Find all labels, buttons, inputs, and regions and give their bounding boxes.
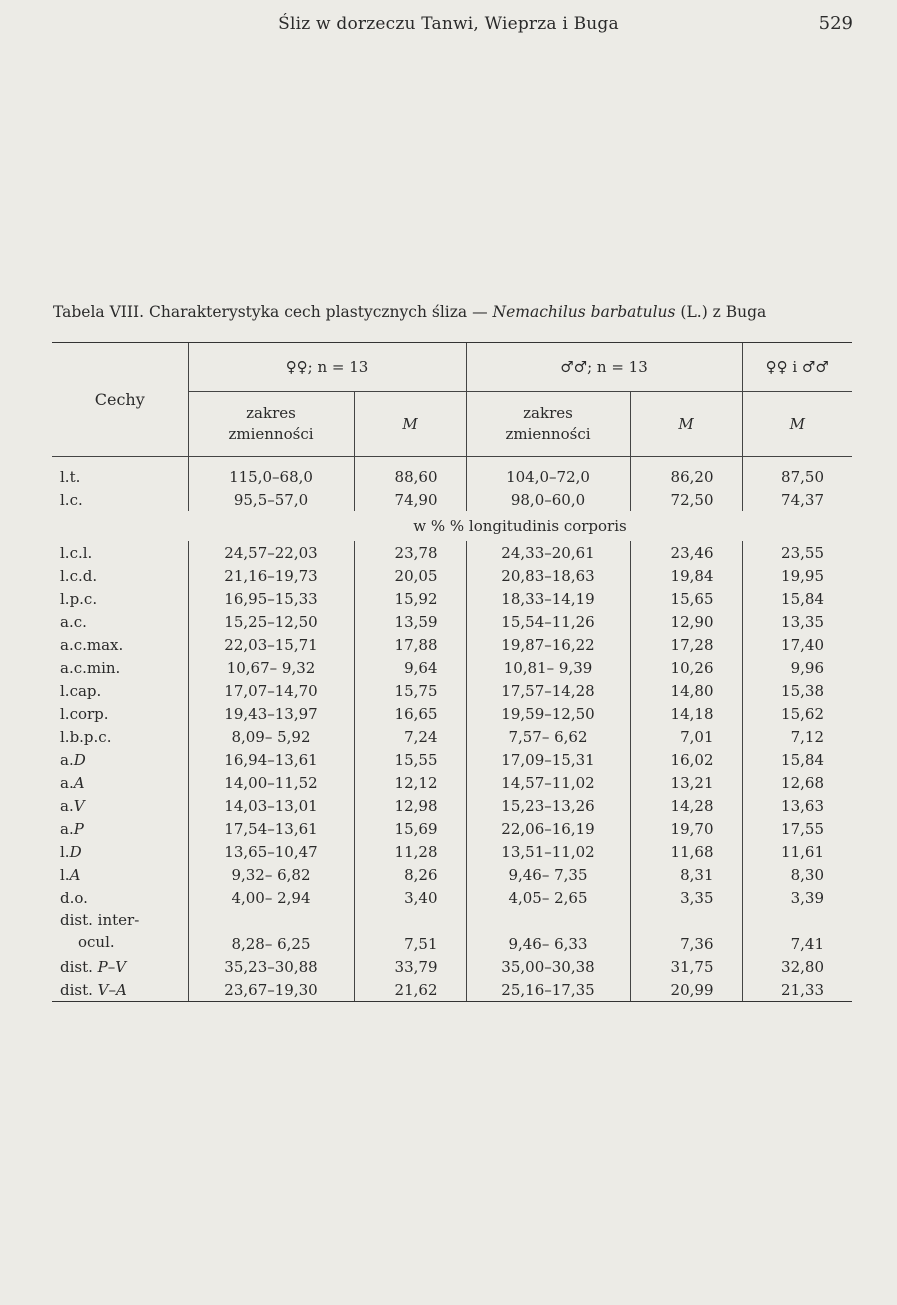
feature-label: l.c.l. (60, 543, 93, 562)
feature-cell (52, 886, 188, 909)
female-mean-cell: 20,05 (354, 564, 466, 587)
feature-cell (52, 702, 188, 725)
female-mean-cell: 9,64 (354, 656, 466, 679)
all-mean-cell: 74,37 (742, 488, 852, 511)
header-females-group: ♀♀; n = 13 (188, 343, 466, 392)
all-mean-cell: 12,68 (742, 771, 852, 794)
all-mean-cell: 19,95 (742, 564, 852, 587)
all-mean-cell: 15,84 (742, 587, 852, 610)
all-mean-cell: 87,50 (742, 457, 852, 489)
header-female-mean: M (354, 392, 466, 457)
male-mean-cell: 16,02 (630, 748, 742, 771)
caption-prefix: Tabela VIII. Charakterystyka cech plastycznych śliza — (53, 303, 493, 321)
male-range-cell: 18,33–14,19 (466, 587, 630, 610)
table-row (52, 771, 852, 794)
all-mean-cell: 17,55 (742, 817, 852, 840)
male-range-cell: 19,87–16,22 (466, 633, 630, 656)
all-mean-cell: 13,35 (742, 610, 852, 633)
female-range-cell: 21,16–19,73 (188, 564, 354, 587)
male-mean-cell: 31,75 (630, 955, 742, 978)
feature-cell (52, 725, 188, 748)
header-males-group: ♂♂; n = 13 (466, 343, 742, 392)
male-mean-cell: 19,70 (630, 817, 742, 840)
range-label-line2: zmienności (228, 425, 314, 443)
male-range-cell: 15,23–13,26 (466, 794, 630, 817)
feature-label: l.t. (60, 467, 81, 486)
female-mean-cell: 88,60 (354, 457, 466, 489)
table-row (52, 656, 852, 679)
table-row (52, 978, 852, 1002)
male-range-cell: 17,57–14,28 (466, 679, 630, 702)
male-mean-cell: 17,28 (630, 633, 742, 656)
feature-cell (52, 564, 188, 587)
data-table-container (52, 342, 852, 1002)
feature-label: l.c.d. (60, 566, 98, 585)
feature-cell (52, 488, 188, 511)
female-range-cell: 9,32– 6,82 (188, 863, 354, 886)
male-range-cell: 9,46– 6,33 (466, 909, 630, 955)
feature-label: a.V (60, 796, 85, 815)
female-range-cell: 19,43–13,97 (188, 702, 354, 725)
male-mean-cell: 19,84 (630, 564, 742, 587)
female-mean-cell: 7,51 (354, 909, 466, 955)
female-mean-cell: 21,62 (354, 978, 466, 1002)
male-range-cell: 25,16–17,35 (466, 978, 630, 1002)
absolute-rows (52, 457, 852, 512)
male-mean-cell: 15,65 (630, 587, 742, 610)
table-row (52, 909, 852, 955)
feature-label: d.o. (60, 888, 88, 907)
female-mean-cell: 23,78 (354, 541, 466, 564)
female-range-cell: 115,0–68,0 (188, 457, 354, 489)
female-mean-cell: 12,12 (354, 771, 466, 794)
female-mean-cell: 11,28 (354, 840, 466, 863)
female-range-cell: 17,54–13,61 (188, 817, 354, 840)
table-row (52, 488, 852, 511)
male-mean-cell: 13,21 (630, 771, 742, 794)
header-features: Cechy (52, 343, 188, 457)
feature-cell (52, 633, 188, 656)
range-label-line1: zakres (523, 404, 573, 422)
feature-cell (52, 978, 188, 1002)
all-mean-cell: 7,12 (742, 725, 852, 748)
male-mean-cell: 3,35 (630, 886, 742, 909)
feature-cell (52, 817, 188, 840)
feature-cell (52, 610, 188, 633)
male-range-cell: 17,09–15,31 (466, 748, 630, 771)
female-mean-cell: 3,40 (354, 886, 466, 909)
table-row (52, 725, 852, 748)
feature-cell (52, 656, 188, 679)
feature-label: a.c. (60, 612, 87, 631)
table-row (52, 886, 852, 909)
feature-cell (52, 955, 188, 978)
all-mean-cell: 11,61 (742, 840, 852, 863)
female-mean-cell: 12,98 (354, 794, 466, 817)
male-mean-cell: 7,01 (630, 725, 742, 748)
feature-label-line2: ocul. (78, 933, 115, 951)
all-mean-cell: 17,40 (742, 633, 852, 656)
all-mean-cell: 9,96 (742, 656, 852, 679)
feature-cell (52, 587, 188, 610)
all-mean-cell: 13,63 (742, 794, 852, 817)
feature-label: a.D (60, 750, 86, 769)
table-row (52, 564, 852, 587)
all-mean-cell: 15,84 (742, 748, 852, 771)
range-label-line2: zmienności (505, 425, 591, 443)
table-row (52, 610, 852, 633)
female-mean-cell: 15,92 (354, 587, 466, 610)
plastic-features-table (52, 342, 852, 1002)
male-range-cell: 15,54–11,26 (466, 610, 630, 633)
feature-cell (52, 771, 188, 794)
female-range-cell: 16,95–15,33 (188, 587, 354, 610)
female-mean-cell: 33,79 (354, 955, 466, 978)
male-mean-cell: 8,31 (630, 863, 742, 886)
feature-cell (52, 863, 188, 886)
all-mean-cell: 3,39 (742, 886, 852, 909)
female-range-cell: 10,67– 9,32 (188, 656, 354, 679)
male-mean-cell: 12,90 (630, 610, 742, 633)
female-mean-cell: 15,75 (354, 679, 466, 702)
female-range-cell: 23,67–19,30 (188, 978, 354, 1002)
feature-label: dist. V–A (60, 980, 127, 999)
male-mean-cell: 23,46 (630, 541, 742, 564)
male-mean-cell: 14,18 (630, 702, 742, 725)
table-row (52, 587, 852, 610)
header-male-range (466, 392, 630, 457)
female-range-cell: 13,65–10,47 (188, 840, 354, 863)
feature-label: a.P (60, 819, 84, 838)
female-mean-cell: 13,59 (354, 610, 466, 633)
male-mean-cell: 72,50 (630, 488, 742, 511)
male-range-cell: 9,46– 7,35 (466, 863, 630, 886)
male-range-cell: 24,33–20,61 (466, 541, 630, 564)
male-range-cell: 14,57–11,02 (466, 771, 630, 794)
feature-cell (52, 457, 188, 489)
feature-label: dist. P–V (60, 957, 127, 976)
male-range-cell: 20,83–18,63 (466, 564, 630, 587)
male-range-cell: 35,00–30,38 (466, 955, 630, 978)
all-mean-cell: 32,80 (742, 955, 852, 978)
feature-cell (52, 748, 188, 771)
male-range-cell: 7,57– 6,62 (466, 725, 630, 748)
range-label-line1: zakres (246, 404, 296, 422)
table-row (52, 863, 852, 886)
feature-cell (52, 541, 188, 564)
table-row (52, 679, 852, 702)
feature-label: a.c.max. (60, 635, 124, 654)
table-row (52, 840, 852, 863)
female-mean-cell: 15,69 (354, 817, 466, 840)
all-mean-cell: 7,41 (742, 909, 852, 955)
male-mean-cell: 14,80 (630, 679, 742, 702)
female-mean-cell: 17,88 (354, 633, 466, 656)
table-row (52, 457, 852, 489)
all-mean-cell: 23,55 (742, 541, 852, 564)
page-number: 529 (818, 13, 853, 34)
feature-label: l.b.p.c. (60, 727, 112, 746)
male-mean-cell: 20,99 (630, 978, 742, 1002)
male-mean-cell: 7,36 (630, 909, 742, 955)
table-row (52, 702, 852, 725)
male-range-cell: 10,81– 9,39 (466, 656, 630, 679)
table-row (52, 748, 852, 771)
all-mean-cell: 15,38 (742, 679, 852, 702)
feature-cell (52, 679, 188, 702)
feature-label: l.D (60, 842, 82, 861)
female-range-cell: 17,07–14,70 (188, 679, 354, 702)
header-female-range (188, 392, 354, 457)
all-mean-cell: 15,62 (742, 702, 852, 725)
male-range-cell: 104,0–72,0 (466, 457, 630, 489)
percent-note: w % % longitudinis corporis (413, 517, 627, 535)
female-range-cell: 14,03–13,01 (188, 794, 354, 817)
feature-label: l.cap. (60, 681, 102, 700)
feature-label: l.A (60, 865, 81, 884)
female-mean-cell: 8,26 (354, 863, 466, 886)
table-row (52, 633, 852, 656)
female-range-cell: 95,5–57,0 (188, 488, 354, 511)
female-mean-cell: 7,24 (354, 725, 466, 748)
female-range-cell: 8,28– 6,25 (188, 909, 354, 955)
female-range-cell: 22,03–15,71 (188, 633, 354, 656)
male-range-cell: 13,51–11,02 (466, 840, 630, 863)
feature-label: l.p.c. (60, 589, 98, 608)
male-range-cell: 22,06–16,19 (466, 817, 630, 840)
feature-label: l.corp. (60, 704, 109, 723)
female-range-cell: 35,23–30,88 (188, 955, 354, 978)
male-range-cell: 19,59–12,50 (466, 702, 630, 725)
percent-rows (52, 541, 852, 1002)
feature-label-line1: dist. inter- (60, 911, 140, 929)
male-range-cell: 98,0–60,0 (466, 488, 630, 511)
male-range-cell: 4,05– 2,65 (466, 886, 630, 909)
table-row (52, 955, 852, 978)
all-mean-cell: 8,30 (742, 863, 852, 886)
percent-note-section (52, 511, 852, 541)
table-row (52, 794, 852, 817)
table-caption (53, 303, 853, 321)
caption-species: Nemachilus barbatulus (492, 303, 676, 321)
table-row (52, 817, 852, 840)
female-range-cell: 15,25–12,50 (188, 610, 354, 633)
header-all-mean: M (742, 392, 852, 457)
male-mean-cell: 11,68 (630, 840, 742, 863)
header-all-group: ♀♀ i ♂♂ (742, 343, 852, 392)
female-mean-cell: 15,55 (354, 748, 466, 771)
female-mean-cell: 16,65 (354, 702, 466, 725)
male-mean-cell: 10,26 (630, 656, 742, 679)
female-range-cell: 24,57–22,03 (188, 541, 354, 564)
header-male-mean: M (630, 392, 742, 457)
caption-suffix: (L.) z Buga (675, 303, 767, 321)
feature-label: l.c. (60, 490, 83, 509)
feature-label: a.c.min. (60, 658, 121, 677)
feature-cell (52, 794, 188, 817)
female-mean-cell: 74,90 (354, 488, 466, 511)
male-mean-cell: 86,20 (630, 457, 742, 489)
feature-label: a.A (60, 773, 85, 792)
table-row (52, 541, 852, 564)
feature-cell (52, 909, 188, 955)
feature-cell (52, 840, 188, 863)
female-range-cell: 14,00–11,52 (188, 771, 354, 794)
female-range-cell: 16,94–13,61 (188, 748, 354, 771)
female-range-cell: 4,00– 2,94 (188, 886, 354, 909)
male-mean-cell: 14,28 (630, 794, 742, 817)
all-mean-cell: 21,33 (742, 978, 852, 1002)
female-range-cell: 8,09– 5,92 (188, 725, 354, 748)
running-title: Śliz w dorzeczu Tanwi, Wieprza i Buga (278, 14, 619, 34)
